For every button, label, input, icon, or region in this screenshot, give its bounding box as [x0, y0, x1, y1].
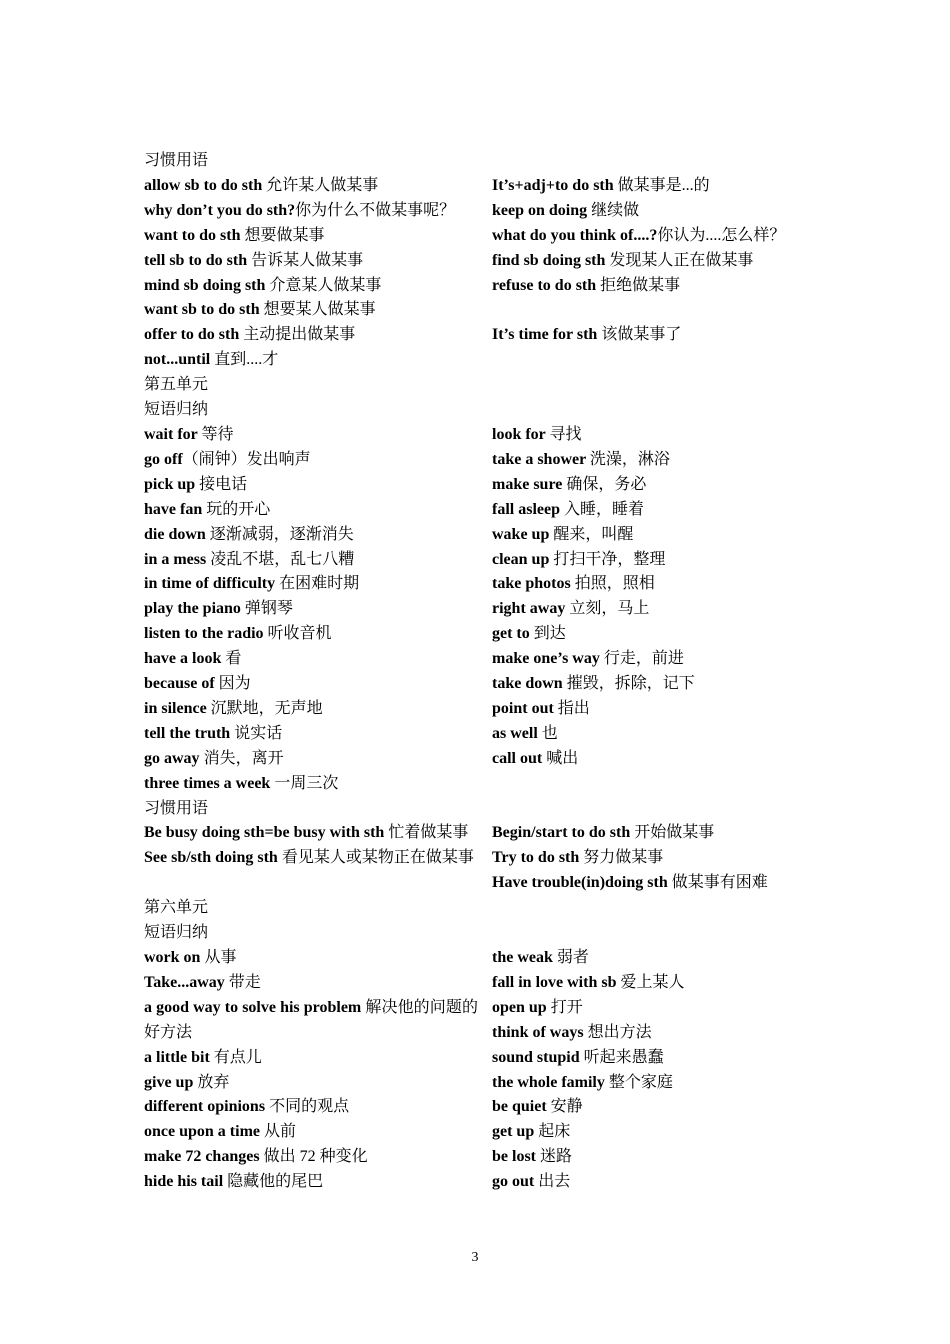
phrase-en: It’s time for sth: [492, 326, 602, 344]
heading-unit-5: 第五单元: [144, 376, 209, 394]
phrase-en: Be busy doing sth=be busy with sth: [144, 824, 389, 842]
phrase-zh: 迷路: [540, 1148, 573, 1166]
phrase-zh: 做某事有困难: [671, 874, 768, 892]
phrase-entry: [492, 448, 824, 473]
phrase-entry: [144, 846, 492, 871]
phrase-zh: 整个家庭: [608, 1073, 673, 1091]
phrase-entry: [144, 1170, 492, 1195]
phrase-en: work on: [144, 949, 205, 966]
phrase-entry: [144, 224, 492, 249]
phrase-entry: [144, 996, 492, 1046]
phrase-row: [144, 697, 824, 722]
phrase-entry: [492, 722, 824, 747]
phrase-zh: 允许某人做某事: [266, 176, 379, 194]
phrase-entry: [144, 523, 492, 548]
phrase-zh: 也: [541, 724, 558, 742]
phrase-zh: 看见某人或某物正在做某事: [281, 849, 474, 867]
phrase-entry: [492, 672, 824, 697]
phrase-zh: 出去: [538, 1173, 571, 1191]
phrase-zh: 等待: [201, 425, 234, 443]
phrase-zh: 开始做某事: [634, 824, 715, 842]
phrase-zh: 逐渐减弱，逐渐消失: [209, 525, 354, 543]
subheading-phrases: 短语归纳: [144, 924, 209, 942]
phrase-zh: 寻找: [549, 425, 582, 443]
phrase-en: why don’t you do sth?: [144, 201, 296, 219]
phrase-zh: 放弃: [197, 1073, 230, 1091]
phrase-row: [144, 224, 824, 249]
phrase-entry: [144, 772, 492, 797]
phrase-entry: [492, 423, 824, 448]
phrase-entry: [492, 1170, 824, 1195]
phrase-zh: 忙着做某事: [388, 824, 469, 842]
phrase-en: find sb doing sth: [492, 251, 610, 269]
phrase-row: [144, 199, 824, 224]
phrase-en: in time of difficulty: [144, 575, 280, 593]
phrase-zh: 指出: [557, 699, 590, 717]
phrase-en: pick up: [144, 475, 200, 493]
phrase-en: different opinions: [144, 1098, 270, 1116]
section-heading: [144, 373, 824, 398]
page-content: [144, 149, 824, 1195]
heading-idioms: 习惯用语: [144, 799, 209, 817]
phrase-zh: 主动提出做某事: [243, 326, 356, 344]
phrase-zh: 继续做: [591, 201, 640, 219]
phrase-entry: [144, 1120, 492, 1145]
left-column: [144, 946, 492, 1046]
phrase-row: [144, 274, 824, 299]
phrase-entry: [144, 1095, 492, 1120]
phrase-en: It’s+adj+to do sth: [492, 176, 618, 194]
phrase-zh: 喊出: [546, 749, 579, 767]
phrase-entry: [144, 448, 492, 473]
phrase-entry: [492, 846, 824, 871]
phrase-entry: [492, 946, 824, 971]
phrase-en: get up: [492, 1123, 539, 1141]
phrase-entry: [492, 199, 824, 224]
phrase-en: refuse to do sth: [492, 276, 601, 294]
phrase-en: think of ways: [492, 1023, 588, 1041]
phrase-row: [144, 1170, 824, 1195]
phrase-zh: 隐藏他的尾巴: [227, 1173, 324, 1191]
phrase-entry: [144, 1145, 492, 1170]
phrase-row: [144, 747, 824, 772]
section-heading: [144, 797, 824, 822]
unit-5-phrase-list: [144, 423, 824, 797]
phrase-entry: [492, 1095, 824, 1120]
phrase-entry: [492, 249, 824, 274]
phrase-entry: [492, 473, 824, 498]
wrapped-entry-block: [144, 821, 824, 896]
phrase-en: Begin/start to do sth: [492, 824, 635, 842]
phrase-en: be lost: [492, 1148, 540, 1166]
phrase-entry: [492, 523, 824, 548]
phrase-row: [144, 772, 824, 797]
subheading-phrases: 短语归纳: [144, 401, 209, 419]
phrase-en: fall in love with sb: [492, 973, 621, 991]
phrase-row: [144, 548, 824, 573]
phrase-zh: 因为: [218, 675, 251, 693]
section-heading: [144, 896, 824, 921]
phrase-zh: 不同的观点: [269, 1098, 350, 1116]
phrase-en: the weak: [492, 949, 557, 966]
phrase-entry: [144, 249, 492, 274]
phrase-en: hide his tail: [144, 1173, 228, 1191]
phrase-zh: 看: [225, 650, 242, 668]
phrase-zh: 告诉某人做某事: [251, 251, 364, 269]
phrase-zh: 解决他的问题的好方法: [144, 998, 478, 1041]
phrase-en: keep on doing: [492, 201, 592, 219]
phrase-en: a good way to solve his problem: [144, 998, 366, 1016]
right-column: [492, 946, 824, 1046]
phrase-zh: 接电话: [199, 475, 248, 493]
section-heading: [144, 149, 824, 174]
phrase-row: [144, 722, 824, 747]
phrase-en: have a look: [144, 650, 226, 668]
phrase-zh: 安静: [550, 1098, 583, 1116]
phrase-entry: [144, 348, 492, 373]
phrase-zh: 洗澡，淋浴: [589, 450, 670, 468]
section-subheading: [144, 398, 824, 423]
right-column: [492, 821, 824, 896]
phrase-zh: 想要某人做某事: [263, 301, 376, 319]
phrase-row: [144, 622, 824, 647]
phrase-zh: 弹钢琴: [244, 600, 293, 618]
phrase-row: [144, 249, 824, 274]
phrase-en: wait for: [144, 425, 202, 443]
phrase-zh: 打扫干净，整理: [553, 550, 666, 568]
phrase-zh: 发现某人正在做某事: [609, 251, 754, 269]
phrase-en: take photos: [492, 575, 575, 593]
phrase-en: want to do sth: [144, 226, 245, 244]
phrase-zh: 介意某人做某事: [269, 276, 382, 294]
phrase-entry: [492, 996, 824, 1021]
phrase-en: three times a week: [144, 774, 275, 792]
phrase-en: mind sb doing sth: [144, 276, 270, 294]
phrase-zh: 行走，前进: [603, 650, 684, 668]
phrase-entry: [144, 423, 492, 448]
phrase-entry: [144, 1071, 492, 1096]
phrase-en: Take...away: [144, 973, 229, 991]
phrase-en: wake up: [492, 525, 554, 543]
phrase-zh: 醒来，叫醒: [553, 525, 634, 543]
phrase-zh: 起床: [538, 1123, 571, 1141]
phrase-en: a little bit: [144, 1048, 214, 1066]
phrase-entry: [492, 1071, 824, 1096]
phrase-en: go off: [144, 450, 183, 468]
phrase-zh: 从事: [204, 949, 237, 966]
phrase-zh: 听收音机: [267, 625, 332, 643]
phrase-en: Have trouble(in)doing sth: [492, 874, 672, 892]
phrase-entry: [144, 323, 492, 348]
phrase-zh: 想出方法: [587, 1023, 652, 1041]
phrase-en: be quiet: [492, 1098, 551, 1116]
phrase-en: look for: [492, 425, 550, 443]
phrase-zh: 带走: [228, 973, 261, 991]
phrase-zh: 做出 72 种变化: [263, 1148, 368, 1166]
phrase-row: [144, 498, 824, 523]
phrase-zh: 一周三次: [274, 774, 339, 792]
phrase-entry: [492, 1145, 824, 1170]
phrase-en: the whole family: [492, 1073, 609, 1091]
phrase-zh: 打开: [550, 998, 583, 1016]
phrase-row: [144, 647, 824, 672]
phrase-entry: [492, 647, 824, 672]
phrase-en: make 72 changes: [144, 1148, 264, 1166]
phrase-zh: 该做某事了: [601, 326, 682, 344]
phrase-zh: 消失，离开: [203, 749, 284, 767]
phrase-zh: 确保，务必: [566, 475, 647, 493]
phrase-entry: [144, 572, 492, 597]
phrase-en: point out: [492, 699, 558, 717]
phrase-row: [144, 1071, 824, 1096]
phrase-entry: [144, 946, 492, 971]
phrase-en: in silence: [144, 699, 211, 717]
phrase-zh: 听起来愚蠢: [583, 1048, 664, 1066]
heading-unit-6: 第六单元: [144, 899, 209, 917]
phrase-entry: [492, 1120, 824, 1145]
phrase-row: [144, 473, 824, 498]
phrase-en: go away: [144, 749, 204, 767]
heading-idioms: 习惯用语: [144, 152, 209, 169]
phrase-entry: [144, 747, 492, 772]
phrase-zh: 拒绝做某事: [600, 276, 681, 294]
phrase-en: fall asleep: [492, 500, 564, 518]
phrase-zh: 在困难时期: [279, 575, 360, 593]
phrase-en: open up: [492, 998, 551, 1016]
phrase-en: make sure: [492, 475, 567, 493]
phrase-entry: [144, 971, 492, 996]
phrase-en: once upon a time: [144, 1123, 264, 1141]
phrase-zh: 入睡，睡着: [564, 500, 645, 518]
phrase-en: listen to the radio: [144, 625, 268, 643]
page-number: 3: [471, 1250, 479, 1265]
idioms-list: [144, 174, 824, 373]
phrase-en: not...until: [144, 351, 215, 369]
phrase-zh: （闹钟）发出响声: [182, 450, 311, 468]
phrase-zh: 凌乱不堪，乱七八糟: [210, 550, 355, 568]
phrase-en: offer to do sth: [144, 326, 244, 344]
phrase-en: tell the truth: [144, 724, 235, 742]
phrase-entry: [144, 672, 492, 697]
phrase-zh: 玩的开心: [206, 500, 271, 518]
phrase-entry: [144, 298, 492, 323]
phrase-entry: [144, 1046, 492, 1071]
phrase-en: get to: [492, 625, 534, 643]
phrase-entry: [492, 622, 824, 647]
phrase-entry: [144, 722, 492, 747]
phrase-entry: [144, 498, 492, 523]
phrase-entry: [492, 1021, 824, 1046]
phrase-en: in a mess: [144, 550, 211, 568]
phrase-entry: [492, 224, 824, 249]
phrase-entry: [144, 199, 492, 224]
phrase-zh: 想要做某事: [244, 226, 325, 244]
phrase-row: [144, 1095, 824, 1120]
unit-6-phrase-list: [144, 1046, 824, 1195]
phrase-zh: 直到....才: [214, 351, 279, 369]
phrase-row: [144, 523, 824, 548]
phrase-zh: 弱者: [556, 949, 589, 966]
phrase-entry: [492, 1046, 824, 1071]
phrase-en: take a shower: [492, 450, 590, 468]
phrase-entry: [492, 548, 824, 573]
phrase-entry: [492, 747, 824, 772]
phrase-row: [144, 572, 824, 597]
phrase-zh: 爱上某人: [620, 973, 685, 991]
phrase-entry: [492, 174, 824, 199]
phrase-zh: 到达: [533, 625, 566, 643]
phrase-en: die down: [144, 525, 210, 543]
phrase-entry: [492, 597, 824, 622]
phrase-en: as well: [492, 724, 542, 742]
phrase-entry: [144, 274, 492, 299]
phrase-row: [144, 1145, 824, 1170]
phrase-entry: [492, 323, 824, 348]
phrase-en: make one’s way: [492, 650, 604, 668]
phrase-zh: 说实话: [234, 724, 283, 742]
phrase-en: sound stupid: [492, 1048, 584, 1066]
phrase-entry: [492, 498, 824, 523]
phrase-zh: 努力做某事: [583, 849, 664, 867]
phrase-entry: [144, 473, 492, 498]
phrase-entry: [144, 174, 492, 199]
phrase-entry: [492, 274, 824, 299]
phrase-en: have fan: [144, 500, 207, 518]
phrase-en: because of: [144, 675, 219, 693]
phrase-zh: 摧毁，拆除，记下: [566, 675, 695, 693]
phrase-en: clean up: [492, 550, 554, 568]
wrapped-entry-block: [144, 946, 824, 1046]
phrase-entry: [492, 971, 824, 996]
phrase-en: what do you think of....?: [492, 226, 658, 244]
left-column: [144, 821, 492, 871]
phrase-entry: [144, 697, 492, 722]
phrase-entry: [492, 572, 824, 597]
phrase-entry: [144, 647, 492, 672]
phrase-entry: [144, 622, 492, 647]
phrase-zh: 沉默地，无声地: [210, 699, 323, 717]
phrase-en: See sb/sth doing sth: [144, 849, 282, 867]
phrase-en: Try to do sth: [492, 849, 584, 867]
phrase-en: give up: [144, 1073, 198, 1091]
phrase-entry: [492, 821, 824, 846]
phrase-entry: [144, 821, 492, 846]
phrase-row: [144, 1046, 824, 1071]
phrase-en: go out: [492, 1173, 539, 1191]
phrase-en: call out: [492, 749, 547, 767]
phrase-row: [144, 298, 824, 323]
phrase-en: tell sb to do sth: [144, 251, 252, 269]
phrase-zh: 从前: [264, 1123, 297, 1141]
phrase-zh: 有点儿: [213, 1048, 262, 1066]
phrase-row: [144, 348, 824, 373]
phrase-zh: 拍照，照相: [574, 575, 655, 593]
phrase-row: [144, 672, 824, 697]
phrase-en: want sb to do sth: [144, 301, 264, 319]
phrase-en: allow sb to do sth: [144, 176, 267, 194]
phrase-row: [144, 174, 824, 199]
phrase-row: [144, 1120, 824, 1145]
phrase-row: [144, 423, 824, 448]
phrase-zh: 立刻，马上: [569, 600, 650, 618]
phrase-row: [144, 323, 824, 348]
phrase-zh: 你认为....怎么样？: [657, 226, 786, 244]
phrase-entry: [492, 697, 824, 722]
phrase-row: [144, 448, 824, 473]
phrase-en: right away: [492, 600, 570, 618]
phrase-en: take down: [492, 675, 567, 693]
phrase-row: [144, 597, 824, 622]
phrase-entry: [144, 597, 492, 622]
phrase-zh: 你为什么不做某事呢？: [295, 201, 456, 219]
phrase-en: play the piano: [144, 600, 245, 618]
phrase-zh: 做某事是...的: [617, 176, 710, 194]
phrase-entry: [492, 871, 824, 896]
phrase-entry: [144, 548, 492, 573]
section-subheading: [144, 921, 824, 946]
